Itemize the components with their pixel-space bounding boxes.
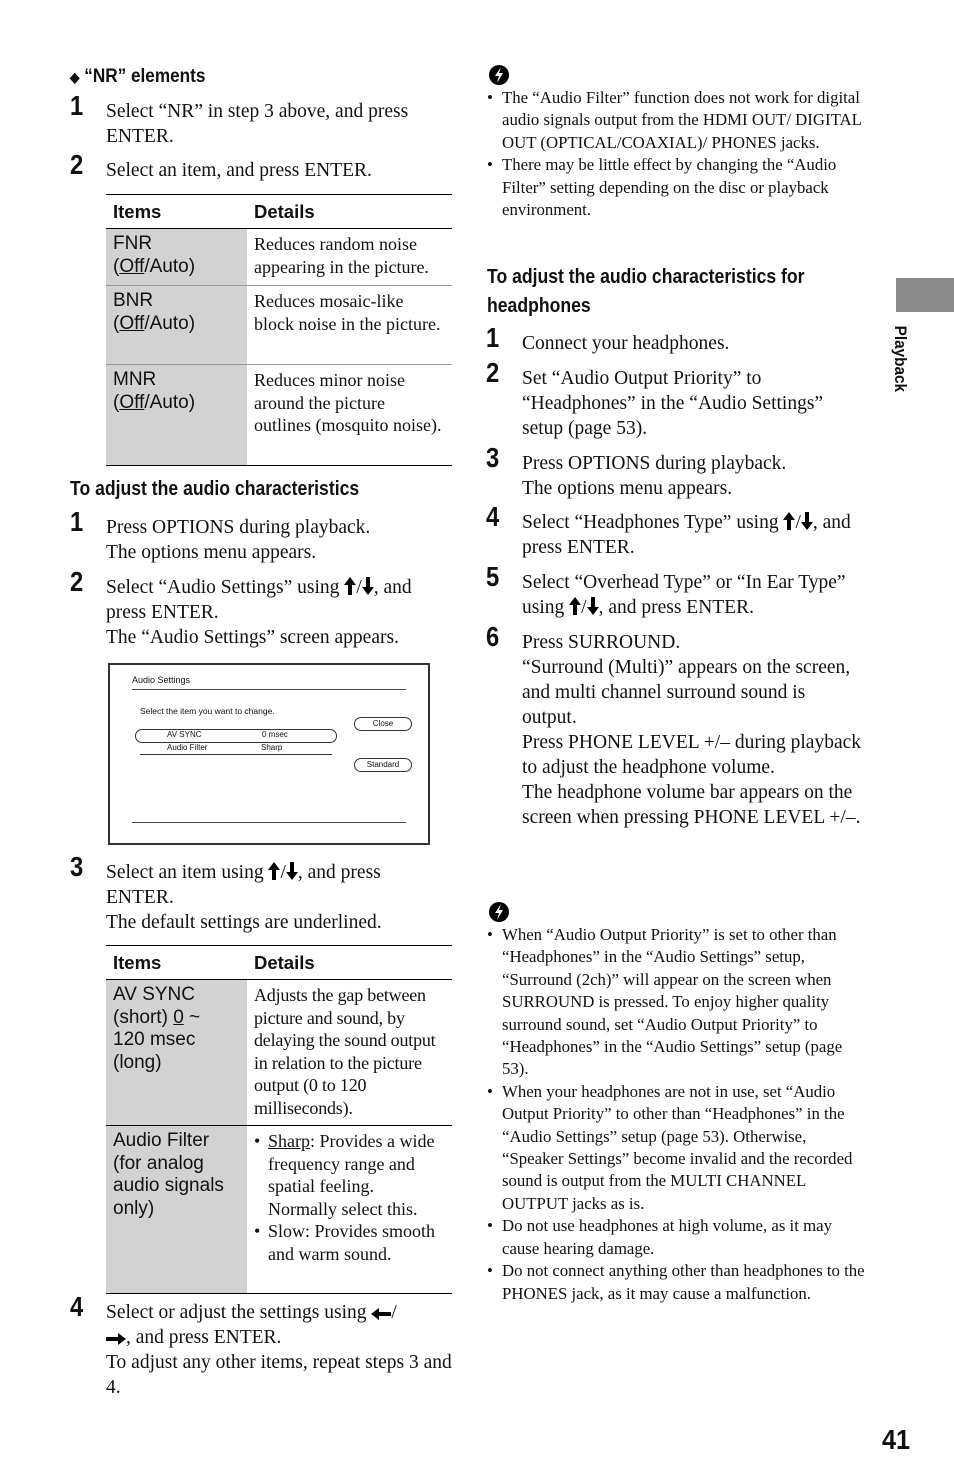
tip-icon [488,901,510,923]
tips-list-1 [487,87,872,221]
hp-step-2: 2 Set “Audio Output Priority” to “Headphones” in the “Audio Settings” setup (page 53). [486,357,824,439]
hp-step-1: 1 Connect your headphones. [486,322,730,354]
up-arrow-icon [569,597,581,615]
screen-bottom-rule [132,822,406,823]
table-row: BNR (Off/Auto) Reduces mosaic-like block noise in the picture. [106,286,452,365]
nr-heading: ◆ “NR” elements [70,65,206,87]
nr-step-1: 1 Select “NR” in step 3 above, and press ENTER. [70,90,409,147]
hp-step-4: 4 Select “Headphones Type” using / , and press ENTER. [486,501,851,558]
screen-prompt: Select the item you want to change. [140,706,275,716]
table-header-items: Items [106,946,247,980]
tip-icon [488,64,510,86]
table-header-items: Items [106,195,247,229]
nr-step-2: 2 Select an item, and press ENTER. [70,149,372,181]
up-arrow-icon [268,862,280,880]
table-row: FNR (Off/Auto) Reduces random noise appearing in the picture. [106,229,452,286]
up-arrow-icon [783,512,795,530]
audio-heading: To adjust the audio characteristics [70,478,360,500]
av-sync-row[interactable]: AV SYNC 0 msec [135,729,337,743]
list-item: • There may be little effect by changing the “Audio Filter” setting depending on the disc or playback environment. [487,154,872,221]
list-item: • When “Audio Output Priority” is set to other than “Headphones” in the “Audio Settings” setup, “Surround (2ch)” will appear on the screen when SURROUND is pressed. To enjoy higher quality surround sound, set “Audio Output Priority” to “Headphones” in the “Audio Settings” setup (page 53). [487,924,869,1081]
audio-filter-row[interactable]: Audio Filter Sharp [140,743,332,755]
list-item: • Do not use headphones at high volume, as it may cause hearing damage. [487,1215,869,1260]
down-arrow-icon [587,597,599,615]
audio-table [106,945,452,1294]
screen-title-rule [132,689,406,690]
page-number: 41 [882,1424,911,1455]
diamond-icon: ◆ [70,69,80,85]
table-header-details: Details [247,195,452,229]
list-item: • Sharp: Provides a wide frequency range and spatial feeling. Normally select this. [254,1130,445,1220]
table-header-details: Details [247,946,452,980]
up-arrow-icon [344,577,356,595]
audio-step-1: 1 Press OPTIONS during playback. The options menu appears. [70,506,371,563]
left-arrow-icon [371,1308,391,1320]
audio-step-2: 2 Select “Audio Settings” using / , and press ENTER. The “Audio Settings” screen appears. [70,566,412,648]
list-item: • When your headphones are not in use, set “Audio Output Priority” to other than “Headphones” in the “Audio Settings” setup (page 53). Otherwise, “Speaker Settings” become invalid and the recorded sound is output from the MULTI CHANNEL OUTPUT jacks as is. [487,1081,869,1215]
table-row: MNR (Off/Auto) Reduces minor noise around the picture outlines (mosquito noise). [106,365,452,466]
down-arrow-icon [362,577,374,595]
down-arrow-icon [801,512,813,530]
audio-settings-screen [108,663,430,845]
hp-step-3: 3 Press OPTIONS during playback. The options menu appears. [486,442,787,499]
hp-step-5: 5 Select “Overhead Type” or “In Ear Type” using / , and press ENTER. [486,561,846,618]
headphones-heading: To adjust the audio characteristics for headphones [487,266,805,317]
list-item: • Slow: Provides smooth and warm sound. [254,1220,445,1265]
hp-step-6: 6 Press SURROUND. “Surround (Multi)” appears on the screen, and multi channel surround sound is output. Press PHONE LEVEL +/– during playback to adjust the headphone volume. The headphone volume bar appears on the screen when pressing PHONE LEVEL +/–. [486,621,862,828]
list-item: • Do not connect anything other than headphones to the PHONES jack, as it may cause a malfunction. [487,1260,869,1305]
list-item: • The “Audio Filter” function does not work for digital audio signals output from the HDMI OUT/ DIGITAL OUT (OPTICAL/COAXIAL)/ PHONES jacks. [487,87,872,154]
tips-list-2 [487,924,869,1305]
audio-step-3: 3 Select an item using / , and press ENTER. The default settings are underlined. [70,851,382,933]
standard-button[interactable]: Standard [354,758,412,772]
section-tab-marker [896,278,954,312]
right-arrow-icon [106,1333,126,1345]
close-button[interactable]: Close [354,717,412,731]
table-row-audio-filter: Audio Filter (for analog audio signals only) • Sharp: Provides a wide frequency range and spatial feeling. Normally select this. • Slow: Provides smooth and warm sound. [106,1126,452,1294]
audio-step-4: 4 Select or adjust the settings using / , and press ENTER. To adjust any other items, repeat steps 3 and 4. [70,1291,452,1398]
table-row-av-sync: AV SYNC (short) 0 ~ 120 msec (long) Adjusts the gap between picture and sound, by delaying the sound output in relation to the picture output (0 to 120 milliseconds). [106,980,452,1126]
section-tab-label: Playback [891,325,910,393]
nr-table [106,194,452,466]
down-arrow-icon [286,862,298,880]
screen-title: Audio Settings [132,675,191,685]
